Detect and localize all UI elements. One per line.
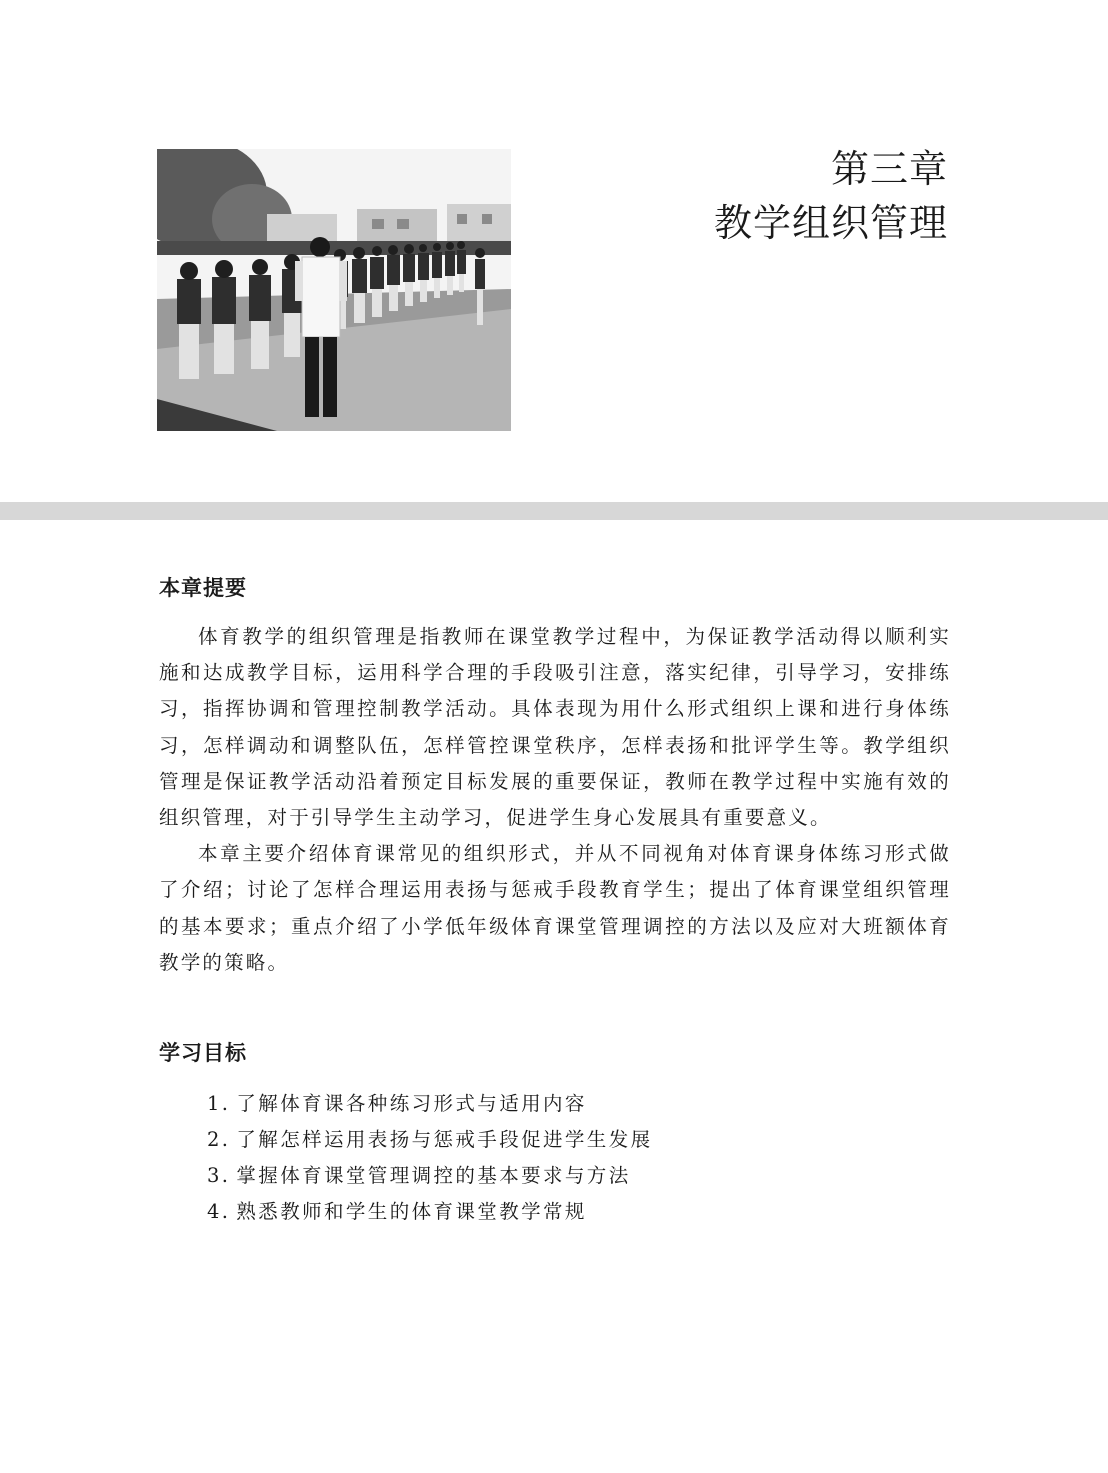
photo-image bbox=[157, 149, 511, 431]
objective-text: 了解怎样运用表扬与惩戒手段促进学生发展 bbox=[236, 1128, 653, 1151]
divider-band bbox=[0, 502, 1108, 520]
objective-item bbox=[207, 1158, 653, 1194]
chapter-photo bbox=[157, 149, 511, 431]
objectives-list bbox=[207, 1086, 653, 1230]
objective-number: 1. bbox=[207, 1092, 231, 1115]
objective-number: 4. bbox=[207, 1200, 231, 1223]
objective-item bbox=[207, 1194, 653, 1230]
summary-paragraph: 体育教学的组织管理是指教师在课堂教学过程中，为保证教学活动得以顺利实施和达成教学目标，运用科学合理的手段吸引注意，落实纪律，引导学习，安排练习，指挥协调和管理控制教学活动。具体表现为用什么形式组织上课和进行身体练习，怎样调动和调整队伍，怎样管控课堂秩序，怎样表扬和批评学生等。教学组织管理是保证教学活动沿着预定目标发展的重要保证，教师在教学过程中实施有效的组织管理，对于引导学生主动学习，促进学生身心发展具有重要意义。 bbox=[159, 625, 951, 830]
objective-number: 2. bbox=[207, 1128, 231, 1151]
summary-paragraph: 本章主要介绍体育课常见的组织形式，并从不同视角对体育课身体练习形式做了介绍；讨论了怎样合理运用表扬与惩戒手段教育学生；提出了体育课堂组织管理的基本要求；重点介绍了小学低年级体育课堂管理调控的方法以及应对大班额体育教学的策略。 bbox=[159, 842, 951, 974]
objective-item bbox=[207, 1086, 653, 1122]
objective-item bbox=[207, 1122, 653, 1158]
objective-number: 3. bbox=[207, 1164, 231, 1187]
chapter-number: 第三章 bbox=[830, 147, 948, 191]
summary-body bbox=[159, 619, 951, 981]
objective-text: 熟悉教师和学生的体育课堂教学常规 bbox=[236, 1200, 587, 1223]
chapter-title: 教学组织管理 bbox=[713, 201, 948, 245]
chapter-title-block bbox=[714, 142, 948, 250]
summary-heading: 本章提要 bbox=[159, 576, 247, 600]
objective-text: 了解体育课各种练习形式与适用内容 bbox=[236, 1092, 587, 1115]
objective-text: 掌握体育课堂管理调控的基本要求与方法 bbox=[236, 1164, 631, 1187]
objectives-heading: 学习目标 bbox=[159, 1041, 247, 1065]
